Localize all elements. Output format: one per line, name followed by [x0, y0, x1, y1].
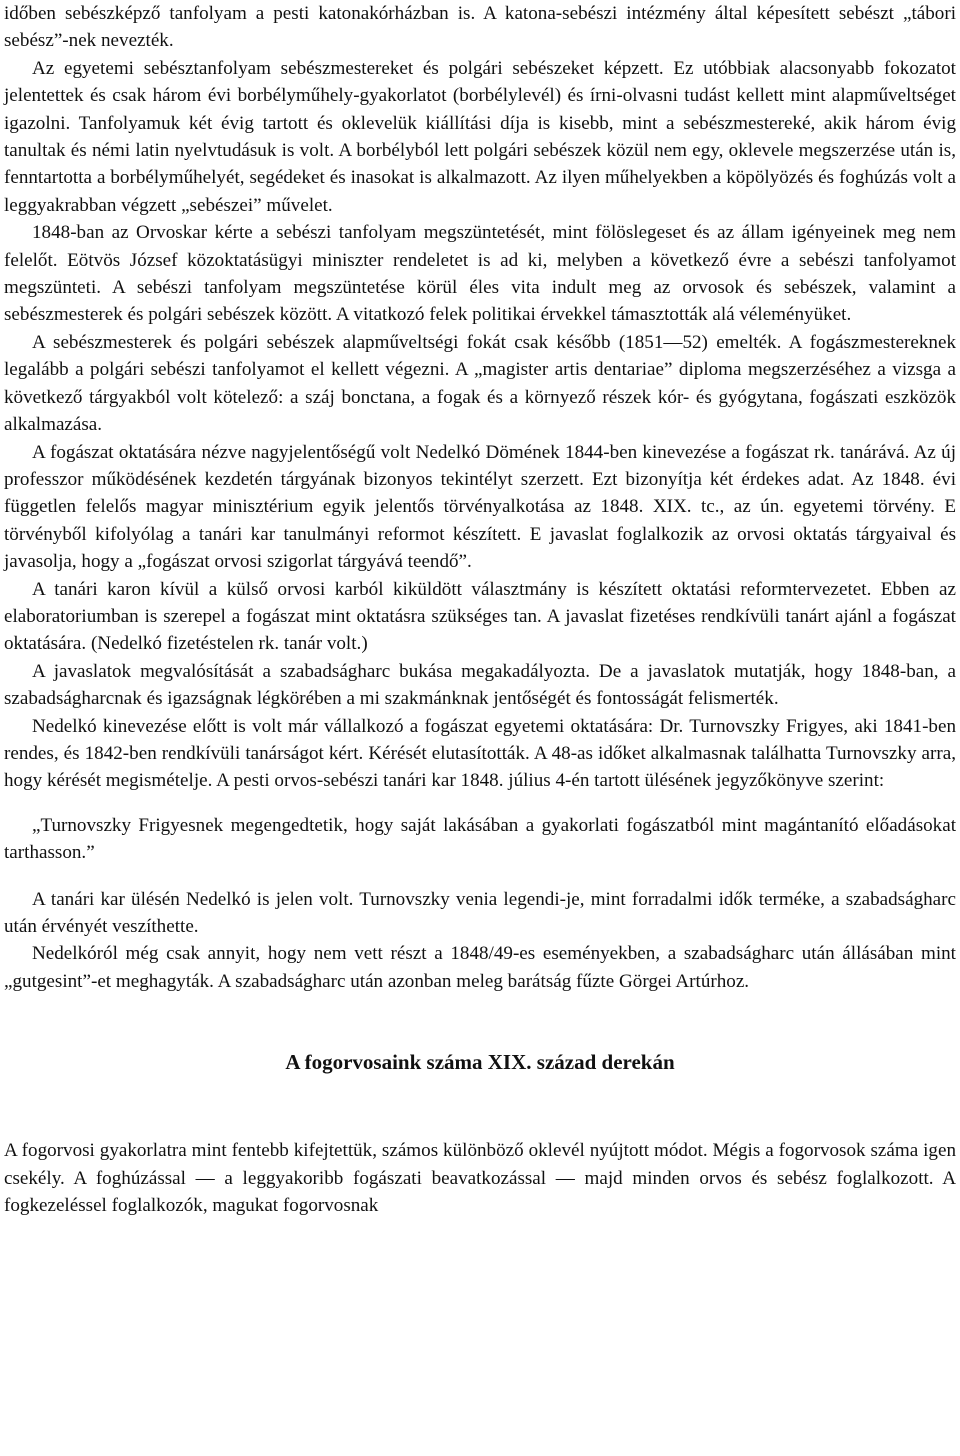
- paragraph: A tanári karon kívül a külső orvosi karból kiküldött választmány is készített oktatási reformtervezetet. Ebben az elaboratoriumban is szerepel a fogászat mint oktatásra szükséges tan. A javaslat fizetéses rendkívüli tanárt ajánl a fogászat oktatására. (Nedelkó fizetéstelen rk. tanár volt.): [4, 578, 956, 655]
- paragraph: 1848-ban az Orvoskar kérte a sebészi tanfolyam megszüntetését, mint fölöslegeset és az állam igényeinek meg nem felelőt. Eötvös József közoktatásügyi miniszter rendeletet is ad ki, melyben a következő évre a sebészi tanfolyamot megszünteti. A sebészi tanfolyam megszüntetése körül éles vita indult meg az orvosok és sebészek, valamint a sebészmesterek és polgári sebészek között. A vitatkozó felek politikai érvekkel támasztották alá véleményüket.: [4, 222, 956, 326]
- paragraph: A fogászat oktatására nézve nagyjelentőségű volt Nedelkó Dömének 1844-ben kinevezése a fogászat rk. tanárává. Az új professzor működésének kezdetén tárgyának bizonyos tekintélyt szerzett. Ezt bizonyítja két érdekes adat. Az 1848. évi független felelős magyar minisztérium egyik jelentős törvényalkotása az 1848. XIX. tc., az ún. egyetemi törvény. E törvényből kifolyólag a tanári kar tanulmányi reformot készített. E javaslat foglalkozik az orvosi oktatás tárgyaival és javasolja, hogy a „fogászat orvosi szigorlat tárgyává teendő”.: [4, 441, 956, 573]
- spacer: [4, 795, 956, 812]
- paragraph: A tanári kar ülésén Nedelkó is jelen volt. Turnovszky venia legendi-je, mint forradalmi idők terméke, a szabadságharc után érvényét veszíthette.: [4, 888, 956, 937]
- section-heading: A fogorvosaink száma XIX. század derekán: [285, 1050, 675, 1075]
- paragraph: Nedelkóról még csak annyit, hogy nem vett részt a 1848/49-es eseményekben, a szabadságharc után állásában mint „gutgesint”-et meghagyták. A szabadságharc után azonban meleg barátság fűzte Görgei Artúrhoz.: [4, 943, 956, 992]
- paragraph: Nedelkó kinevezése előtt is volt már vállalkozó a fogászat egyetemi oktatására: Dr. Turnovszky Frigyes, aki 1841-ben rendes, és 1842-ben rendkívüli tanárságot kért. Kérését elutasították. A 48-as időket alkalmasnak találhatta Turnovszky arra, hogy kérését megismételje. A pesti orvos-sebészi tanári kar 1848. július 4-én tartott ülésének jegyzőkönyve szerint:: [4, 715, 956, 792]
- paragraph: A javaslatok megvalósítását a szabadságharc bukása megakadályozta. De a javaslatok mutatják, hogy 1848-ban, a szabadságharcnak és igazságnak légkörében a mi szakmánknak jentőségét és fontosságát felismerték.: [4, 660, 956, 710]
- paragraph: A fogorvosi gyakorlatra mint fentebb kifejtettük, számos különböző oklevél nyújtott módot. Mégis a fogorvosok száma igen csekély. A foghúzással — a leggyakoribb fogászati beavatkozással — majd minden orvos és sebész foglalkozott. A fogkezeléssel foglalkozók, magukat fogorvosnak: [4, 1140, 956, 1217]
- paragraph: Az egyetemi sebésztanfolyam sebészmestereket és polgári sebészeket képzett. Ez utóbbiak alacsonyabb fokozatot jelentettek és csak három évi borbélyműhely-gyakorlatot (borbélylevél) és írni-olvasni tudást kellett mint alapműveltséget igazolni. Tanfolyamuk két évig tartott és oklevelük kiállítási díja is kisebb, mint a sebészmestereké, akik három évig tanultak és némi latin nyelvtudásuk is volt. A borbélyból lett polgári sebészek közül nem egy, oklevele megszerzése után is, fenntartotta a borbélyműhelyét, segédeket és inasokat is alkalmazott. Az ilyen műhelyekben a köpölyözés és foghúzás volt a leggyakrabban végzett „sebészei” művelet.: [4, 57, 956, 216]
- spacer: [4, 867, 956, 886]
- paragraph: időben sebészképző tanfolyam a pesti katonakórházban is. A katona-sebészi intézmény által képesített sebészt „tábori sebész”-nek nevezték.: [4, 3, 956, 52]
- spacer: [4, 1076, 956, 1137]
- block-quote: „Turnovszky Frigyesnek megengedtetik, hogy saját lakásában a gyakorlati fogászatból mint magántanító előadásokat tarthasson.”: [4, 814, 956, 864]
- document-page: [4, 0, 956, 1219]
- spacer: [4, 995, 956, 1048]
- paragraph: A sebészmesterek és polgári sebészek alapműveltségi fokát csak később (1851—52) emelték. A fogászmestereknek legalább a polgári sebészi tanfolyamot el kellett végezni. A „magister artis dentariae” diploma megszerzéséhez a vizsga a következő tárgyakból volt kötelező: a száj bonctana, a fogak és a környező részek kór- és gyógytana, fogászati eszközök alkalmazása.: [4, 331, 956, 436]
